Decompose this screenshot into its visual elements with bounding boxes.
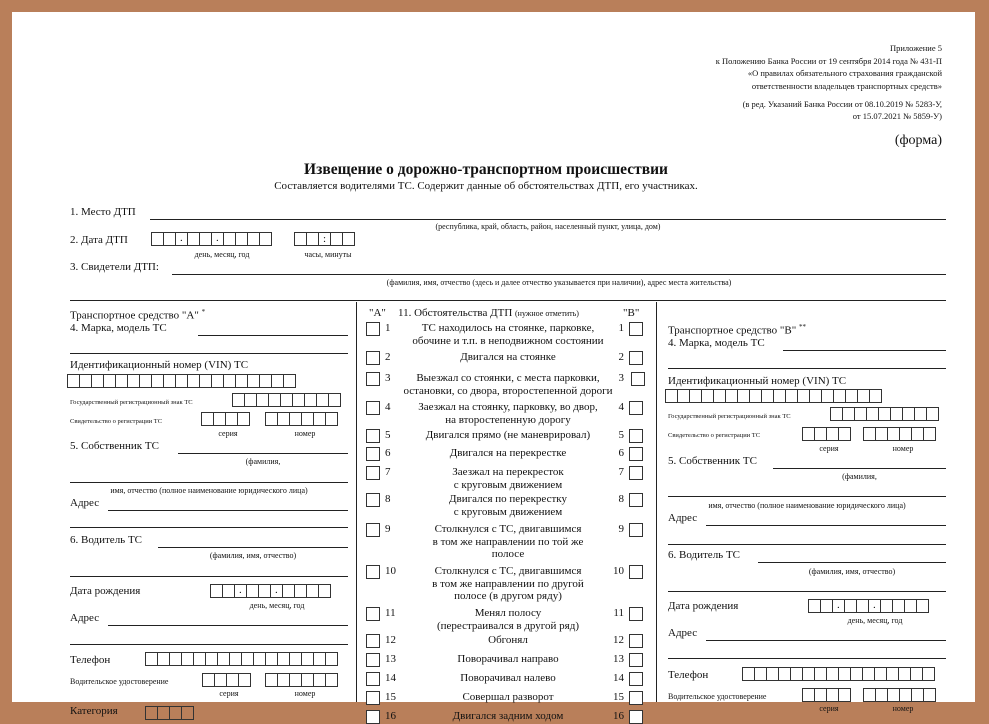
circumstance-2-checkbox-a[interactable] [366, 351, 380, 365]
date-cells[interactable] [152, 232, 272, 246]
circumstance-8-number-a: 8 [385, 493, 391, 505]
circumstance-11-number-b: 11 [613, 607, 624, 619]
circumstance-8-text-line-1: Двигался по перекрестку [449, 493, 567, 505]
vehicle-b-address-label: Адрес [668, 512, 698, 524]
circumstance-13-number-a: 13 [385, 653, 396, 665]
vehicle-a-plate-cells[interactable] [233, 393, 341, 407]
circumstance-16-checkbox-b[interactable] [629, 710, 643, 724]
circumstance-12-number-b: 12 [613, 634, 624, 646]
vehicle-a-cert-label: Свидетельство о регистрации ТС [70, 418, 163, 425]
vehicle-b-cert-series-cells[interactable] [803, 427, 851, 441]
vehicle-a-number-hint: номер [294, 429, 316, 438]
vehicle-b-plate-label: Государственный регистрационный знак ТС [668, 413, 791, 420]
circumstance-15-text-line-1: Совершал разворот [462, 691, 554, 703]
circumstance-9-number-b: 9 [618, 523, 624, 535]
place-field[interactable] [150, 219, 946, 220]
vehicle-a-driver-hint: (фамилия, имя, отчество) [209, 551, 297, 560]
circumstance-11-checkbox-b[interactable] [629, 607, 643, 621]
vehicle-b-owner-hint-2: имя, отчество (полное наименование юридического лица) [708, 501, 906, 510]
circumstance-11-number-a: 11 [385, 607, 396, 619]
vehicle-b-owner-label: 5. Собственник ТС [668, 455, 757, 467]
circumstance-2-number-b: 2 [618, 351, 624, 363]
circumstance-7-text-line-1: Заезжал на перекресток [452, 466, 564, 478]
column-divider-right [656, 302, 657, 702]
circumstance-10-number-a: 10 [385, 565, 396, 577]
form-label: (форма) [894, 133, 942, 148]
vehicle-a-owner-hint-1: (фамилия, [245, 457, 281, 466]
regulation-title-line-1: «О правилах обязательного страхования гражданской [747, 68, 942, 78]
circumstance-9-text-line-1: Столкнулся с ТС, двигавшимся [434, 523, 582, 535]
circumstance-16-number-b: 16 [613, 710, 624, 722]
vehicle-b-license-series-hint: серия [819, 704, 839, 713]
circumstance-9-number-a: 9 [385, 523, 391, 535]
date-label: 2. Дата ДТП [70, 234, 128, 246]
vehicle-a-birth-label: Дата рождения [70, 585, 141, 597]
circumstance-11-text-line-2: (перестраивался в другой ряд) [437, 619, 579, 632]
vehicle-a-license-number-hint: номер [294, 689, 316, 698]
circumstance-16-number-a: 16 [385, 710, 396, 722]
circumstance-13-checkbox-b[interactable] [629, 653, 643, 667]
vehicle-a-cert-number-cells[interactable] [266, 412, 338, 426]
circumstance-14-number-a: 14 [385, 672, 396, 684]
vehicle-b-driver-field[interactable] [758, 562, 946, 563]
circumstance-16-text-line-1: Двигался задним ходом [452, 710, 564, 722]
vehicle-b-title: Транспортное средство "В" ** [668, 323, 806, 337]
vehicle-a-phone-label: Телефон [70, 654, 111, 666]
vehicle-a-address-label: Адрес [70, 497, 100, 509]
circumstance-14-text-line-1: Поворачивал налево [460, 672, 556, 684]
vehicle-b-brand-field-2[interactable] [668, 368, 946, 369]
circumstance-10-text-line-2: в том же направлении по другой [432, 577, 584, 590]
vehicle-a-vin-cells[interactable] [68, 374, 296, 388]
vehicle-b-cert-label: Свидетельство о регистрации ТС [668, 432, 761, 439]
place-label: 1. Место ДТП [70, 206, 136, 218]
vehicle-a-birth-cells[interactable] [211, 584, 331, 598]
form-subtitle: Составляется водителями ТС. Содержит данные об обстоятельствах ДТП, его участниках. [274, 180, 698, 192]
vehicle-b-address-field-2[interactable] [668, 544, 946, 545]
circumstance-15-checkbox-a[interactable] [366, 691, 380, 705]
circumstance-1-checkbox-a[interactable] [366, 322, 380, 336]
edition-note-line-1: (в ред. Указаний Банка России от 08.10.2019 № 5283-У, [742, 99, 942, 109]
vehicle-b-brand-field[interactable] [783, 350, 946, 351]
vehicle-b-address2-field[interactable] [706, 640, 946, 641]
vehicle-b-brand-label: 4. Марка, модель ТС [668, 337, 765, 349]
circumstance-6-text-line-1: Двигался на перекрестке [449, 447, 567, 459]
edition-note-line-2: от 15.07.2021 № 5859-У) [852, 111, 942, 121]
circumstance-11-text-line-1: Менял полосу [474, 607, 542, 619]
circumstance-3-number-b: 3 [618, 372, 624, 384]
vehicle-a-owner-hint-2: имя, отчество (полное наименование юридического лица) [110, 486, 308, 495]
vehicle-a-brand-field[interactable] [198, 335, 348, 336]
circumstance-12-checkbox-a[interactable] [366, 634, 380, 648]
vehicle-a-brand-label: 4. Марка, модель ТС [70, 322, 167, 334]
circumstance-1-text-line-1: ТС находилось на стоянке, парковке, [421, 322, 595, 334]
circumstance-1-text-line-2: обочине и т.п. в неподвижном состоянии [412, 334, 604, 347]
regulation-title-line-2: ответственности владельцев транспортных средств» [751, 81, 942, 91]
vehicle-a-license-number-cells[interactable] [266, 673, 338, 687]
vehicle-b-address-field[interactable] [706, 525, 946, 526]
circumstance-6-number-b: 6 [618, 447, 624, 459]
circumstance-7-number-b: 7 [618, 466, 624, 478]
vehicle-b-license-number-hint: номер [892, 704, 914, 713]
circumstance-8-checkbox-b[interactable] [629, 493, 643, 507]
vehicle-a-owner-field-2[interactable] [70, 482, 348, 483]
circumstance-1-number-b: 1 [618, 322, 624, 334]
appendix-number: Приложение 5 [890, 43, 942, 53]
circumstance-13-number-b: 13 [613, 653, 624, 665]
vehicle-b-owner-field-2[interactable] [668, 496, 946, 497]
witnesses-field-1[interactable] [172, 274, 946, 275]
vehicle-b-owner-field[interactable] [773, 468, 946, 469]
circumstances-col-a: "А" [369, 307, 386, 319]
circumstance-6-checkbox-a[interactable] [366, 447, 380, 461]
vehicle-b-birth-cells[interactable] [809, 599, 929, 613]
vehicle-a-category-cells[interactable] [146, 706, 194, 720]
circumstance-2-checkbox-b[interactable] [629, 351, 643, 365]
circumstance-4-number-a: 4 [385, 401, 391, 413]
column-divider-left [356, 302, 357, 702]
vehicle-a-cert-series-cells[interactable] [202, 412, 250, 426]
circumstance-3-text-line-1: Выезжал со стоянки, с места парковки, [416, 372, 600, 384]
circumstance-14-checkbox-b[interactable] [629, 672, 643, 686]
vehicle-a-address2-field-2[interactable] [70, 644, 348, 645]
vehicle-b-driver-hint: (фамилия, имя, отчество) [808, 567, 896, 576]
circumstance-15-number-a: 15 [385, 691, 396, 703]
circumstance-8-text-line-2: с круговым движением [453, 505, 563, 518]
circumstance-8-checkbox-a[interactable] [366, 493, 380, 507]
vehicle-b-birth-hint: день, месяц, год [847, 616, 903, 625]
circumstance-10-checkbox-b[interactable] [629, 565, 643, 579]
circumstance-3-text-line-2: остановки, со двора, второстепенной дороги [403, 384, 613, 397]
vehicle-a-vin-label: Идентификационный номер (VIN) ТС [70, 359, 249, 371]
circumstances-col-b: "В" [623, 307, 640, 319]
circumstance-4-number-b: 4 [618, 401, 624, 413]
circumstance-1-number-a: 1 [385, 322, 391, 334]
circumstance-12-checkbox-b[interactable] [629, 634, 643, 648]
circumstance-13-text-line-1: Поворачивал направо [457, 653, 559, 665]
vehicle-a-driver-field[interactable] [158, 547, 348, 548]
vehicle-a-owner-field[interactable] [178, 453, 348, 454]
circumstance-5-checkbox-b[interactable] [629, 429, 643, 443]
circumstance-4-checkbox-a[interactable] [366, 401, 380, 415]
vehicle-a-address2-label: Адрес [70, 612, 100, 624]
vehicle-b-license-number-cells[interactable] [864, 688, 936, 702]
witnesses-label: 3. Свидетели ДТП: [70, 261, 159, 273]
circumstance-9-checkbox-b[interactable] [629, 523, 643, 537]
circumstance-5-text-line-1: Двигался прямо (не маневрировал) [425, 429, 591, 441]
regulation-reference: к Положению Банка России от 19 сентября 2014 года № 431-П [715, 56, 942, 66]
vehicle-b-driver-label: 6. Водитель ТС [668, 549, 741, 561]
circumstance-4-checkbox-b[interactable] [629, 401, 643, 415]
place-hint: (республика, край, область, район, населенный пункт, улица, дом) [435, 222, 661, 231]
time-cells[interactable] [295, 232, 355, 246]
notice-form-sheet [12, 12, 975, 722]
circumstance-11-checkbox-a[interactable] [366, 607, 380, 621]
vehicle-b-plate-cells[interactable] [831, 407, 939, 421]
vehicle-a-series-hint: серия [218, 429, 238, 438]
vehicle-b-cert-number-cells[interactable] [864, 427, 936, 441]
circumstance-2-number-a: 2 [385, 351, 391, 363]
circumstance-9-text-line-2: в том же направлении по той же [432, 535, 584, 548]
vehicle-a-license-label: Водительское удостоверение [70, 677, 169, 686]
vehicle-a-birth-hint: день, месяц, год [249, 601, 305, 610]
circumstance-3-number-a: 3 [385, 372, 391, 384]
vehicle-a-license-series-cells[interactable] [203, 673, 251, 687]
circumstance-12-text-line-1: Обгонял [488, 634, 528, 646]
circumstance-8-number-b: 8 [618, 493, 624, 505]
vehicle-a-title: Транспортное средство "А" * [70, 308, 206, 322]
date-hint: день, месяц, год [194, 250, 250, 259]
circumstance-7-text-line-2: с круговым движением [453, 478, 563, 491]
circumstance-7-number-a: 7 [385, 466, 391, 478]
form-title: Извещение о дорожно-транспортном происшествии [304, 161, 668, 178]
circumstance-12-number-a: 12 [385, 634, 396, 646]
vehicle-b-address2-label: Адрес [668, 627, 698, 639]
vehicle-a-address-field-2[interactable] [70, 527, 348, 528]
vehicle-a-brand-field-2[interactable] [70, 353, 348, 354]
circumstance-2-text-line-1: Двигался на стоянке [460, 351, 556, 363]
circumstance-5-checkbox-a[interactable] [366, 429, 380, 443]
circumstance-10-text-line-1: Столкнулся с ТС, двигавшимся [434, 565, 582, 577]
vehicle-a-driver-field-2[interactable] [70, 576, 348, 577]
time-hint: часы, минуты [304, 250, 352, 259]
vehicle-a-plate-label: Государственный регистрационный знак ТС [70, 399, 193, 406]
vehicle-a-driver-label: 6. Водитель ТС [70, 534, 143, 546]
vehicle-b-owner-hint-1: (фамилия, [842, 472, 877, 481]
circumstance-5-number-a: 5 [385, 429, 391, 441]
circumstance-10-number-b: 10 [613, 565, 624, 577]
witnesses-hint: (фамилия, имя, отчество (здесь и далее отчество указывается при наличии), адрес места жительства) [386, 278, 732, 287]
circumstance-14-number-b: 14 [613, 672, 624, 684]
circumstance-3-checkbox-b[interactable] [631, 372, 645, 386]
circumstances-heading: 11. Обстоятельства ДТП (нужное отметить) [398, 307, 579, 319]
vehicle-a-owner-label: 5. Собственник ТС [70, 440, 159, 452]
circumstance-15-checkbox-b[interactable] [629, 691, 643, 705]
circumstance-10-checkbox-a[interactable] [366, 565, 380, 579]
vehicle-b-vin-cells[interactable] [666, 389, 882, 403]
vehicle-a-category-label: Категория [70, 705, 118, 717]
circumstance-16-checkbox-a[interactable] [366, 710, 380, 724]
vehicle-b-birth-label: Дата рождения [668, 600, 739, 612]
vehicle-b-series-hint: серия [819, 444, 839, 453]
vehicle-b-phone-cells[interactable] [743, 667, 935, 681]
circumstance-4-text-line-2: на второстепенную дорогу [445, 413, 571, 426]
circumstance-13-checkbox-a[interactable] [366, 653, 380, 667]
circumstance-9-text-line-3: полосе [491, 548, 525, 560]
circumstance-14-checkbox-a[interactable] [366, 672, 380, 686]
circumstance-7-checkbox-a[interactable] [366, 466, 380, 480]
circumstance-9-checkbox-a[interactable] [366, 523, 380, 537]
witnesses-field-2[interactable] [70, 300, 946, 301]
circumstance-5-number-b: 5 [618, 429, 624, 441]
circumstance-4-text-line-1: Заезжал на стоянку, парковку, во двор, [418, 401, 598, 413]
vehicle-a-address2-field[interactable] [108, 625, 348, 626]
circumstance-6-checkbox-b[interactable] [629, 447, 643, 461]
vehicle-a-address-field[interactable] [108, 510, 348, 511]
vehicle-b-number-hint: номер [892, 444, 914, 453]
vehicle-b-license-series-cells[interactable] [803, 688, 851, 702]
vehicle-b-phone-label: Телефон [668, 669, 709, 681]
vehicle-a-phone-cells[interactable] [146, 652, 338, 666]
circumstance-10-text-line-3: полосе (в другом ряду) [454, 590, 562, 602]
circumstance-1-checkbox-b[interactable] [629, 322, 643, 336]
vehicle-b-vin-label: Идентификационный номер (VIN) ТС [668, 375, 847, 387]
circumstance-15-number-b: 15 [613, 691, 624, 703]
vehicle-a-license-series-hint: серия [219, 689, 239, 698]
circumstance-3-checkbox-a[interactable] [366, 372, 380, 386]
vehicle-b-address2-field-2[interactable] [668, 658, 946, 659]
vehicle-b-driver-field-2[interactable] [668, 591, 946, 592]
vehicle-b-license-label: Водительское удостоверение [668, 692, 767, 701]
circumstance-7-checkbox-b[interactable] [629, 466, 643, 480]
circumstance-6-number-a: 6 [385, 447, 391, 459]
